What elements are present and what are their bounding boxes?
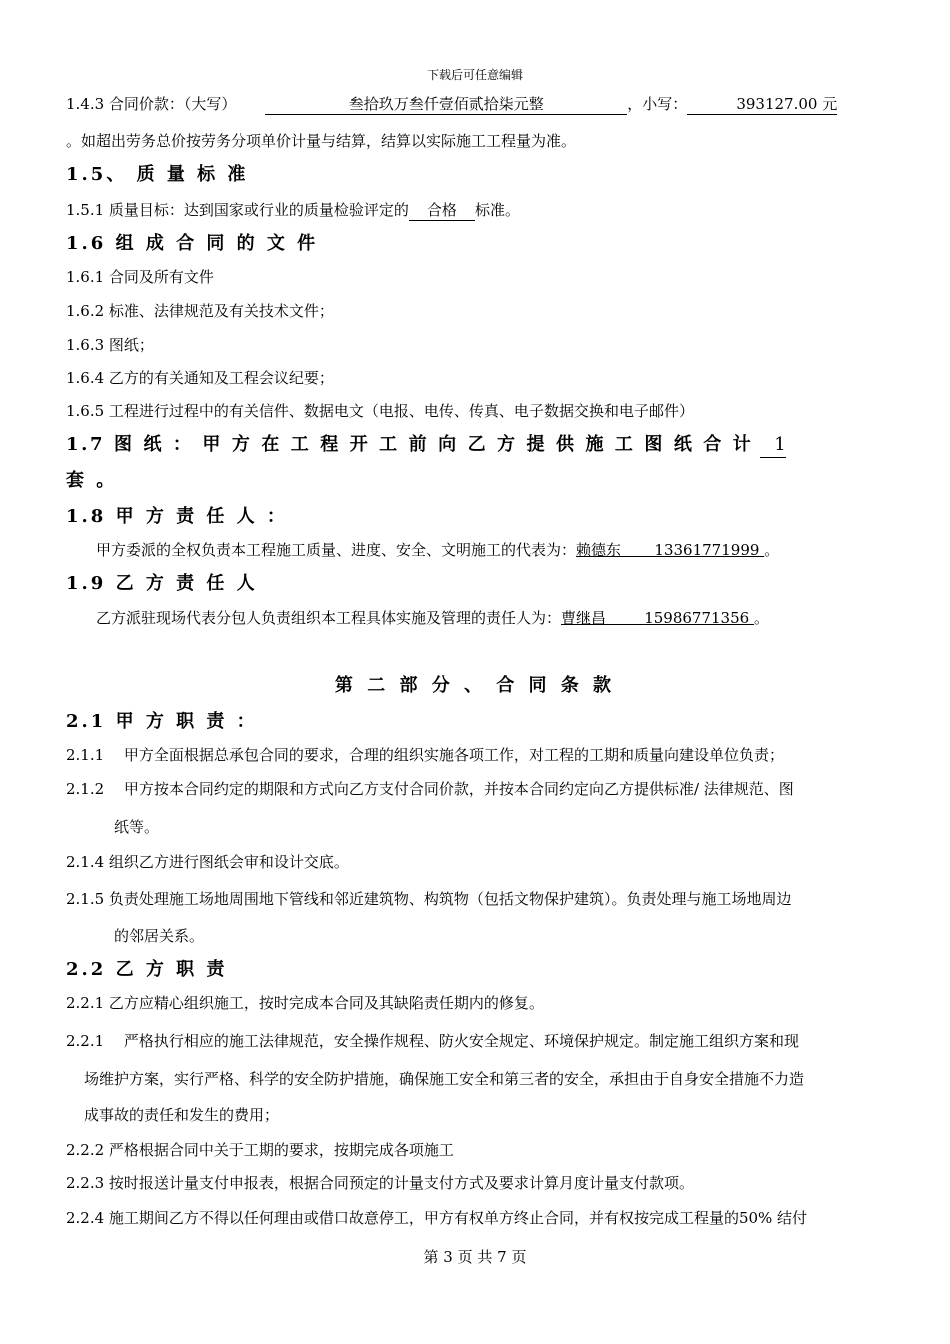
clause-2-1-2: 2.1.2 甲方按本合同约定的期限和方式向乙方支付合同价款，并按本合同约定向乙方提供标准/ 法律规范、图 — [66, 780, 794, 798]
clause-text-tail: 标准。 — [474, 201, 520, 219]
spacer — [606, 609, 644, 627]
page-header: 下载后可任意编辑 — [426, 68, 523, 82]
representative-text: 乙方派驻现场代表分包人负责组织本工程具体实施及管理的责任人为： — [96, 609, 562, 627]
clause-label: 1.4.3 合同价款：（大写） — [66, 95, 237, 113]
spacer — [621, 541, 654, 559]
section-heading-2-2: 2.2 乙 方 职 责 — [66, 959, 228, 980]
clause-1-4-3-note: 。如超出劳务总价按劳务分项单价计量与结算，结算以实际施工工程量为准。 — [66, 132, 577, 150]
page-number: 第 3 页 共 7 页 — [423, 1248, 527, 1266]
clause-2-2-2: 2.2.2 严格根据合同中关于工期的要求，按期完成各项施工 — [66, 1141, 454, 1159]
representative-text: 甲方委派的全权负责本工程施工质量、进度、安全、文明施工的代表为： — [96, 541, 577, 559]
clause-2-2-1-b: 2.2.1 严格执行相应的施工法律规范，安全操作规程、防火安全规定、环境保护规定。制定施工组织方案和现 — [66, 1032, 799, 1050]
clause-2-1-5: 2.1.5 负责处理施工场地周围地下管线和邻近建筑物、构筑物（包括文物保护建筑）。负责处理与施工场地周边 — [66, 890, 792, 908]
quality-standard-value: 合格 — [409, 200, 475, 221]
clause-text: 1.5.1 质量目标：达到国家或行业的质量检验评定的 — [66, 201, 409, 219]
drawing-clause-tail: 套 。 — [66, 470, 118, 491]
section-heading-2-1: 2.1 甲 方 职 责 ： — [66, 711, 258, 732]
clause-2-2-1-b-cont: 成事故的责任和发生的费用； — [84, 1106, 280, 1124]
section-heading-1-5: 1.5、 质 量 标 准 — [66, 164, 249, 185]
section-heading-1-6: 1.6 组 成 合 同 的 文 件 — [66, 233, 319, 254]
list-item: 1.6.3 图纸； — [66, 336, 154, 354]
section-heading-1-8: 1.8 甲 方 责 任 人 ： — [66, 506, 288, 527]
part-two-title: 第 二 部 分 、 合 同 条 款 — [334, 675, 616, 696]
clause-2-2-4: 2.2.4 施工期间乙方不得以任何理由或借口故意停工，甲方有权单方终止合同，并有权按完成工程量的50% 结付 — [66, 1209, 808, 1227]
section-heading-1-7 — [66, 433, 786, 458]
drawing-clause-text: 1.7 图 纸 ： 甲 方 在 工 程 开 工 前 向 乙 方 提 供 施 工 图 纸 合 计 — [66, 434, 754, 455]
party-b-representative — [96, 608, 769, 628]
list-item: 1.6.5 工程进行过程中的有关信件、数据电文（电报、电传、传真、电子数据交换和电子邮件） — [66, 402, 694, 420]
list-item: 1.6.1 合同及所有文件 — [66, 268, 214, 286]
party-a-rep-name: 赖德东 — [576, 541, 622, 559]
clause-1-5-1 — [66, 200, 520, 221]
section-heading-1-9: 1.9 乙 方 责 任 人 — [66, 573, 258, 594]
representative-text-tail: 。 — [753, 609, 769, 627]
party-b-rep-name: 曹继昌 — [561, 609, 607, 627]
clause-1-4-3 — [66, 94, 837, 115]
clause-2-2-1-b-cont: 场维护方案，实行严格、科学的安全防护措施，确保施工安全和第三者的安全，承担由于自身安全措施不力造 — [84, 1070, 805, 1088]
party-a-rep-phone: 13361771999 — [654, 541, 760, 559]
party-b-rep-phone: 15986771356 — [644, 609, 750, 627]
drawing-set-count: 1 — [760, 433, 786, 458]
clause-2-2-3: 2.2.3 按时报送计量支付申报表，根据合同预定的计量支付方式及要求计算月度计量支付款项。 — [66, 1174, 694, 1192]
clause-2-1-2-cont: 纸等。 — [114, 818, 160, 836]
amount-in-words: 叁拾玖万叁仟壹佰贰拾柒元整 — [265, 94, 627, 115]
clause-2-1-1: 2.1.1 甲方全面根据总承包合同的要求，合理的组织实施各项工作，对工程的工期和质量向建设单位负责； — [66, 746, 784, 764]
representative-text-tail: 。 — [764, 541, 780, 559]
clause-2-1-5-cont: 的邻居关系。 — [114, 927, 205, 945]
clause-2-1-4: 2.1.4 组织乙方进行图纸会审和设计交底。 — [66, 853, 349, 871]
amount-in-numbers: 393127.00 元 — [687, 94, 837, 115]
amount-sep: ，小写： — [627, 95, 688, 113]
clause-2-2-1: 2.2.1 乙方应精心组织施工，按时完成本合同及其缺陷责任期内的修复。 — [66, 994, 544, 1012]
list-item: 1.6.2 标准、法律规范及有关技术文件； — [66, 302, 334, 320]
list-item: 1.6.4 乙方的有关通知及工程会议纪要； — [66, 369, 334, 387]
party-a-representative — [96, 540, 779, 560]
